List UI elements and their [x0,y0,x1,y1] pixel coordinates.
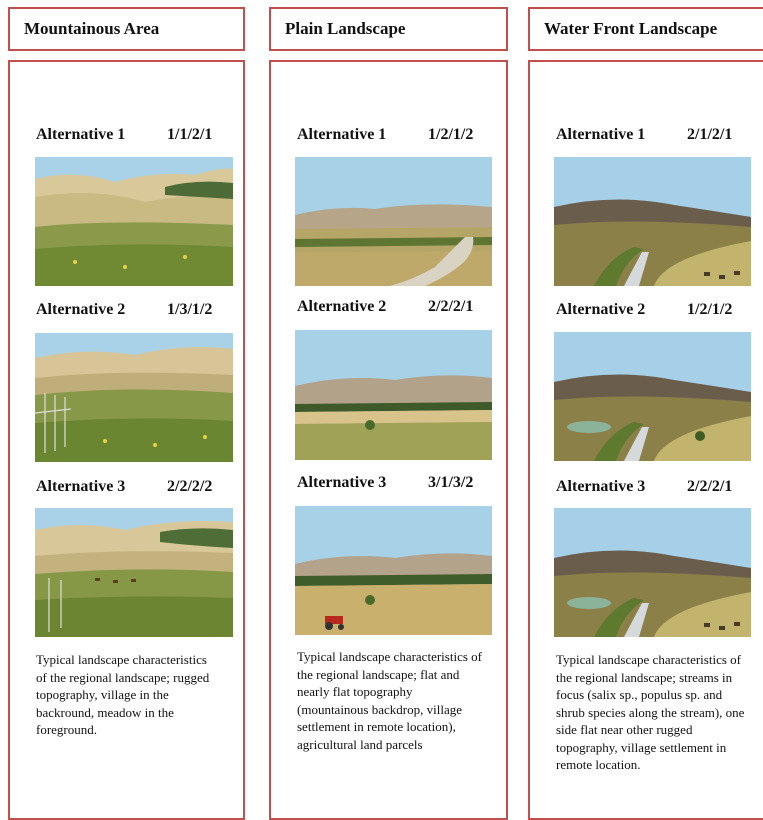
landscape-photo-plain [295,506,492,635]
header-water-front-landscape [528,7,763,51]
alternative-code: 2/2/2/2 [167,478,213,495]
landscape-description: Typical landscape characteristics of the regional landscape; streams in focus (salix sp., populus sp. and shrub species along the stream), one side flat near other rugged topography, village settlement in remote location. [556,652,745,772]
header-label: Water Front Landscape [544,19,718,38]
landscape-photo-waterfront [554,332,751,461]
landscape-photo-waterfront [554,157,751,286]
alternative-label: Alternative 1 2/1/2/1 [556,126,733,143]
alternative-code: 1/2/1/2 [687,301,733,318]
landscape-photo-plain [295,330,492,460]
alternative-code: 1/1/2/1 [167,126,213,143]
alternative-code: 2/1/2/1 [687,126,733,143]
alternative-code: 3/1/3/2 [428,474,474,491]
header-mountainous-area [8,7,245,51]
alternative-code: 1/2/1/2 [428,126,474,143]
landscape-description: Typical landscape characteristics of the regional landscape; rugged topography, village in the backround, meadow in the foreground. [36,652,210,737]
header-plain-landscape [269,7,508,51]
alternative-label: Alternative 3 2/2/2/1 [556,478,733,495]
alternative-label: Alternative 3 2/2/2/2 [36,478,213,495]
header-label: Mountainous Area [24,19,160,38]
alternative-label: Alternative 1 1/1/2/1 [36,126,213,143]
alternative-label: Alternative 2 1/2/1/2 [556,301,733,318]
landscape-photo-mountain [35,157,233,286]
header-label: Plain Landscape [285,19,406,38]
landscape-photo-mountain [35,508,233,637]
alternative-label: Alternative 1 1/2/1/2 [297,126,474,143]
alternative-code: 1/3/1/2 [167,301,213,318]
landscape-description: Typical landscape characteristics of the regional landscape; flat and nearly flat topography (mountainous backdrop, village settlement in remote location), agricultural land parcels [297,649,482,752]
landscape-photo-mountain [35,333,233,462]
alternative-label: Alternative 3 3/1/3/2 [297,474,474,491]
landscape-photo-plain [295,157,492,286]
alternative-code: 2/2/2/1 [687,478,733,495]
alternative-code: 2/2/2/1 [428,298,474,315]
alternative-label: Alternative 2 1/3/1/2 [36,301,213,318]
landscape-photo-waterfront [554,508,751,637]
alternative-label: Alternative 2 2/2/2/1 [297,298,474,315]
